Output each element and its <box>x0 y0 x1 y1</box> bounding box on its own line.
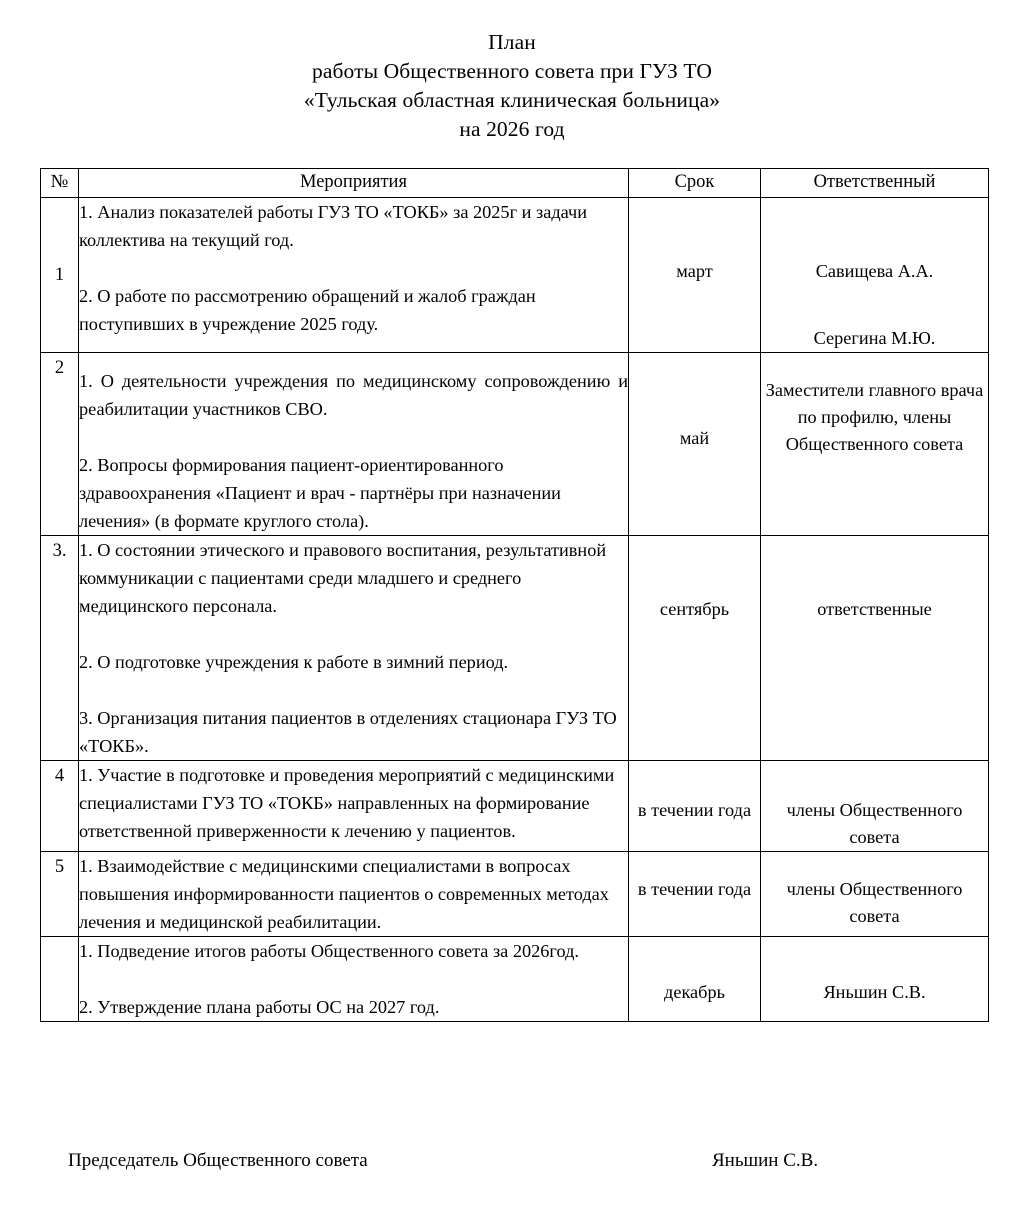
row-term: декабрь <box>629 937 761 1022</box>
column-header-number: № <box>41 169 79 198</box>
table-row <box>41 761 989 852</box>
row-number: 2 <box>41 353 79 536</box>
plan-table <box>40 168 989 1022</box>
row-term: в течении года <box>629 761 761 852</box>
activity-item: 1. О деятельности учреждения по медицинскому сопровождению и реабилитации участников СВО. <box>79 371 628 419</box>
responsible-name: Заместители главного врача по профилю, члены Общественного совета <box>765 380 984 454</box>
paragraph-spacer <box>79 254 628 282</box>
row-term: май <box>629 353 761 536</box>
responsible-name: ответственные <box>817 599 932 619</box>
document-title <box>0 0 1024 144</box>
row-number: 4 <box>41 761 79 852</box>
responsible-name: Серегина М.Ю. <box>813 328 936 348</box>
row-activities <box>79 937 629 1022</box>
activity-item: 2. О работе по рассмотрению обращений и жалоб граждан поступивших в учреждение 2025 году. <box>79 286 536 334</box>
footer-position: Председатель Общественного совета <box>68 1150 368 1171</box>
row-number: 5 <box>41 852 79 937</box>
row-activities <box>79 198 629 353</box>
title-line-4: на 2026 год <box>459 117 565 141</box>
table-row <box>41 937 989 1022</box>
table-row <box>41 353 989 536</box>
activity-item: 3. Организация питания пациентов в отделениях стационара ГУЗ ТО «ТОКБ». <box>79 708 617 756</box>
row-term: сентябрь <box>629 536 761 761</box>
responsible-name: члены Общественного совета <box>786 879 963 926</box>
activity-item: 2. Утверждение плана работы ОС на 2027 год. <box>79 997 440 1017</box>
row-responsible <box>761 761 989 852</box>
paragraph-spacer <box>79 423 628 451</box>
activity-item: 1. О состоянии этического и правового воспитания, результативной коммуникации с пациентами среди младшего и среднего медицинского персонала. <box>79 540 607 616</box>
activity-item: 1. Анализ показателей работы ГУЗ ТО «ТОКБ» за 2025г и задачи коллектива на текущий год. <box>79 202 587 250</box>
activity-item: 1. Взаимодействие с медицинскими специалистами в вопросах повышения информированности пациентов о современных методах лечения и медицинской реабилитации. <box>79 856 609 932</box>
row-responsible <box>761 353 989 536</box>
activity-item: 2. Вопросы формирования пациент-ориентированного здравоохранения «Пациент и врач - партнёры при назначении лечения» (в формате круглого стола). <box>79 455 561 531</box>
paragraph-spacer <box>79 965 628 993</box>
row-activities <box>79 536 629 761</box>
row-term: в течении года <box>629 852 761 937</box>
paragraph-spacer <box>79 620 628 648</box>
row-number <box>41 937 79 1022</box>
paragraph-spacer <box>79 676 628 704</box>
table-row <box>41 536 989 761</box>
responsible-name: Яньшин С.В. <box>823 982 926 1002</box>
title-line-2: работы Общественного совета при ГУЗ ТО <box>312 59 712 83</box>
row-number: 1 <box>41 198 79 353</box>
row-activities <box>79 761 629 852</box>
row-responsible <box>761 198 989 353</box>
row-number: 3. <box>41 536 79 761</box>
activity-item: 2. О подготовке учреждения к работе в зимний период. <box>79 652 509 672</box>
row-term: март <box>629 198 761 353</box>
top-spacer <box>79 353 628 367</box>
row-responsible <box>761 852 989 937</box>
table-row <box>41 852 989 937</box>
activity-item: 1. Участие в подготовке и проведения мероприятий с медицинскими специалистами ГУЗ ТО «ТОКБ» направленных на формирование ответственной приверженности к лечению у пациентов. <box>79 765 615 841</box>
column-header-term: Срок <box>629 169 761 198</box>
column-header-activities: Мероприятия <box>79 169 629 198</box>
column-header-responsible: Ответственный <box>761 169 989 198</box>
row-responsible <box>761 536 989 761</box>
responsible-name: Савищева А.А. <box>815 261 934 281</box>
row-activities <box>79 852 629 937</box>
responsible-name: члены Общественного совета <box>786 800 963 847</box>
table-header-row <box>41 169 989 198</box>
row-activities <box>79 353 629 536</box>
table-row <box>41 198 989 353</box>
responsible-spacer <box>761 285 988 325</box>
footer-signatory: Яньшин С.В. <box>712 1150 819 1171</box>
row-responsible <box>761 937 989 1022</box>
title-line-1: План <box>488 30 536 54</box>
activity-item: 1. Подведение итогов работы Общественного совета за 2026год. <box>79 941 579 961</box>
title-line-3: «Тульская областная клиническая больница» <box>303 88 721 112</box>
plan-table-container <box>40 168 988 1022</box>
